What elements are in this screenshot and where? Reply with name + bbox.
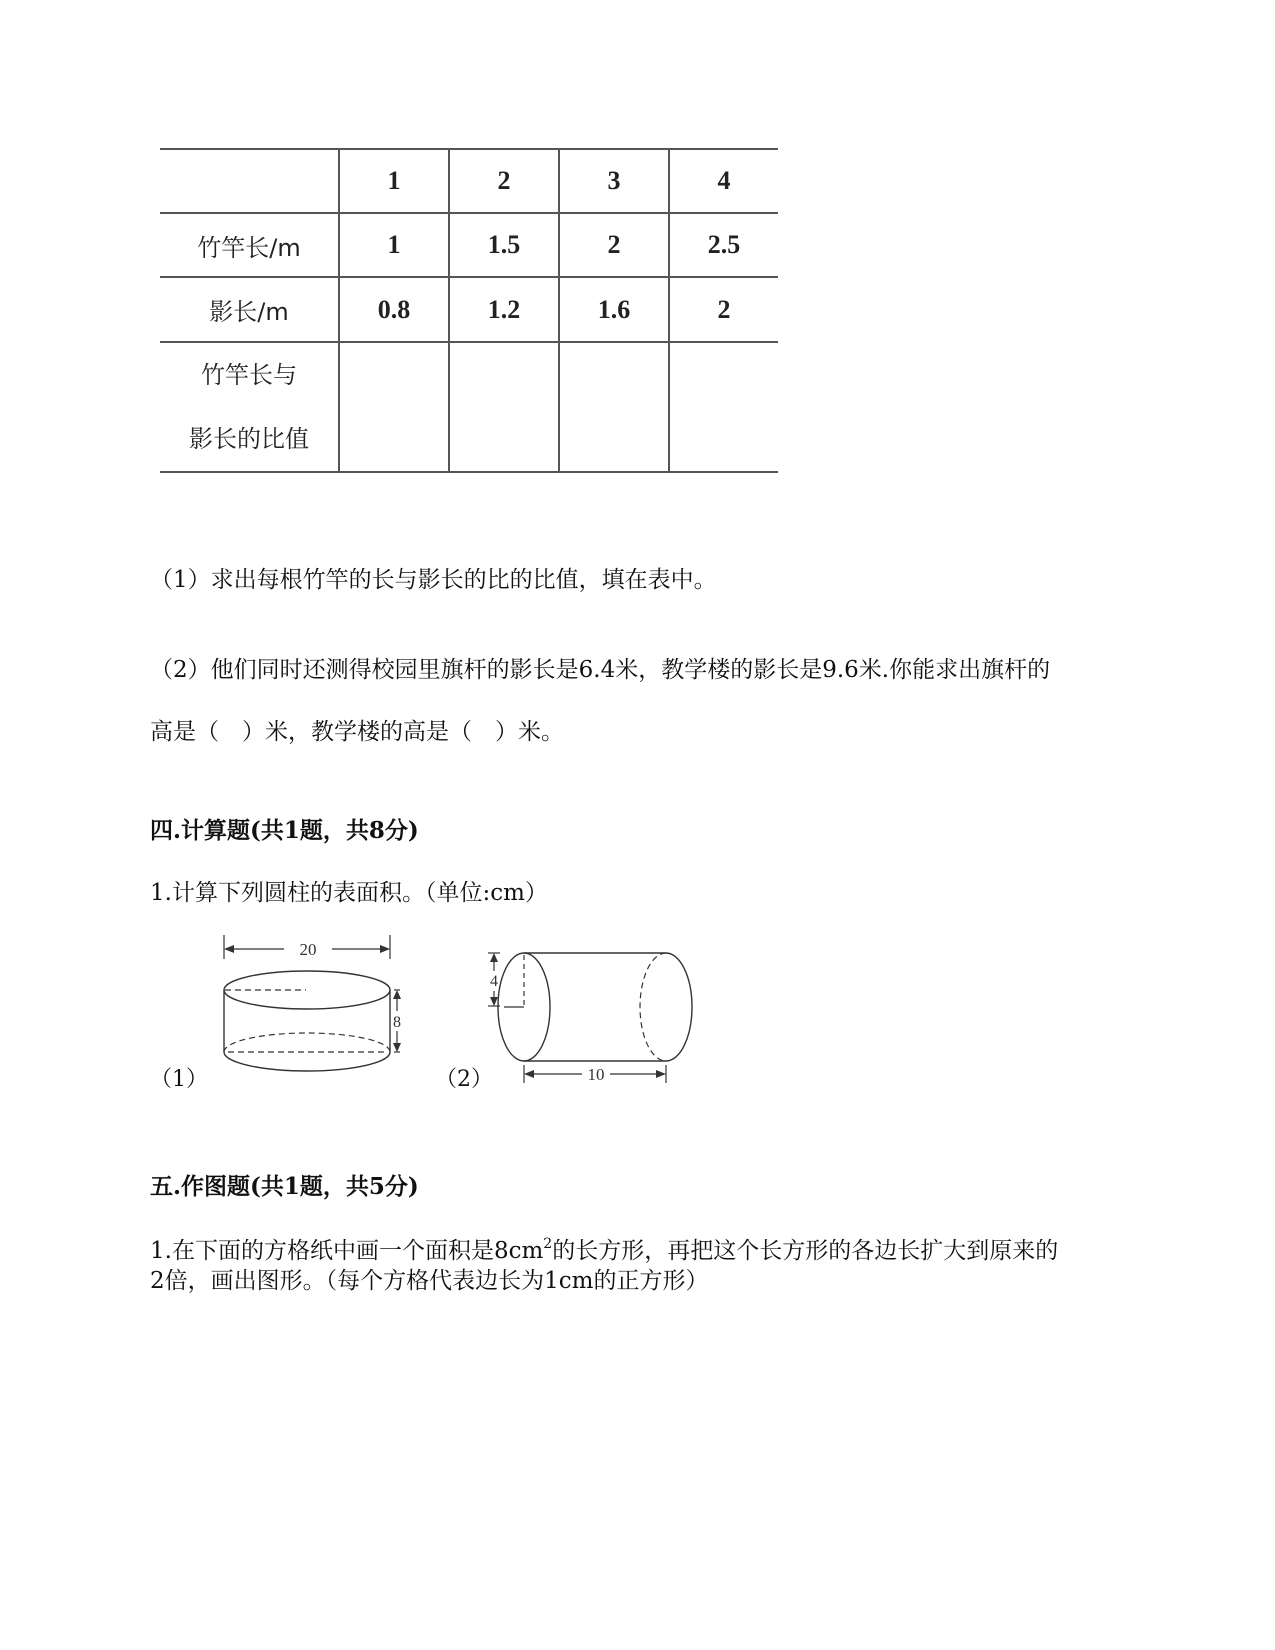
answer-cell[interactable] — [449, 342, 559, 472]
table-corner-cell — [160, 149, 339, 213]
question-1: （1）求出每根竹竿的长与影长的比的比值，填在表中。 — [150, 567, 717, 593]
column-header: 1 — [339, 149, 449, 213]
answer-cell[interactable] — [339, 342, 449, 472]
column-header: 2 — [449, 149, 559, 213]
answer-cell[interactable] — [559, 342, 669, 472]
section-4-problem: 1.计算下列圆柱的表面积。（单位:cm） — [150, 880, 548, 906]
row-label-shadow-length: 影长/m — [160, 277, 339, 342]
figure-1-label: （1） — [150, 1067, 208, 1092]
section-4-heading: 四.计算题(共1题，共8分) — [150, 817, 419, 844]
column-header: 3 — [559, 149, 669, 213]
dimension-10-label: 10 — [587, 1065, 605, 1084]
section-5-problem-part2: 的长方形，再把这个长方形的各边长扩大到原来的 — [552, 1238, 1059, 1264]
answer-cell[interactable] — [669, 342, 778, 472]
table-cell: 2 — [559, 213, 669, 277]
row-label-pole-length: 竹竿长/m — [160, 213, 339, 277]
column-header: 4 — [669, 149, 778, 213]
table-cell: 1 — [339, 213, 449, 277]
table-cell: 1.2 — [449, 277, 559, 342]
question-2-line2: 高是（ ）米，教学楼的高是（ ）米。 — [150, 719, 564, 745]
ratio-table — [160, 148, 778, 473]
cylinder-figure-2 — [488, 935, 703, 1085]
table-cell: 1.5 — [449, 213, 559, 277]
table-cell: 2 — [669, 277, 778, 342]
dimension-20-label: 20 — [299, 940, 317, 959]
section-5-problem-line2: 2倍，画出图形。（每个方格代表边长为1cm的正方形） — [150, 1268, 709, 1294]
section-5-problem-part1: 1.在下面的方格纸中画一个面积是8cm — [150, 1238, 544, 1264]
dimension-8-label: 8 — [393, 1014, 401, 1031]
table-cell: 2.5 — [669, 213, 778, 277]
section-5-problem-line1 — [150, 1232, 1058, 1265]
table-cell: 0.8 — [339, 277, 449, 342]
superscript-2: 2 — [543, 1236, 553, 1252]
figure-2-label: （2） — [435, 1067, 493, 1092]
table-cell: 1.6 — [559, 277, 669, 342]
row-label-ratio — [160, 342, 339, 472]
row-label-ratio-line1: 竹竿长与 — [201, 361, 297, 389]
row-label-ratio-line2: 影长的比值 — [189, 425, 309, 453]
question-2-line1: （2）他们同时还测得校园里旗杆的影长是6.4米，教学楼的影长是9.6米.你能求出旗杆的 — [150, 657, 1051, 683]
section-5-heading: 五.作图题(共1题，共5分) — [150, 1173, 419, 1200]
dimension-4-label: 4 — [490, 973, 498, 990]
cylinder-figure-1 — [210, 935, 410, 1085]
